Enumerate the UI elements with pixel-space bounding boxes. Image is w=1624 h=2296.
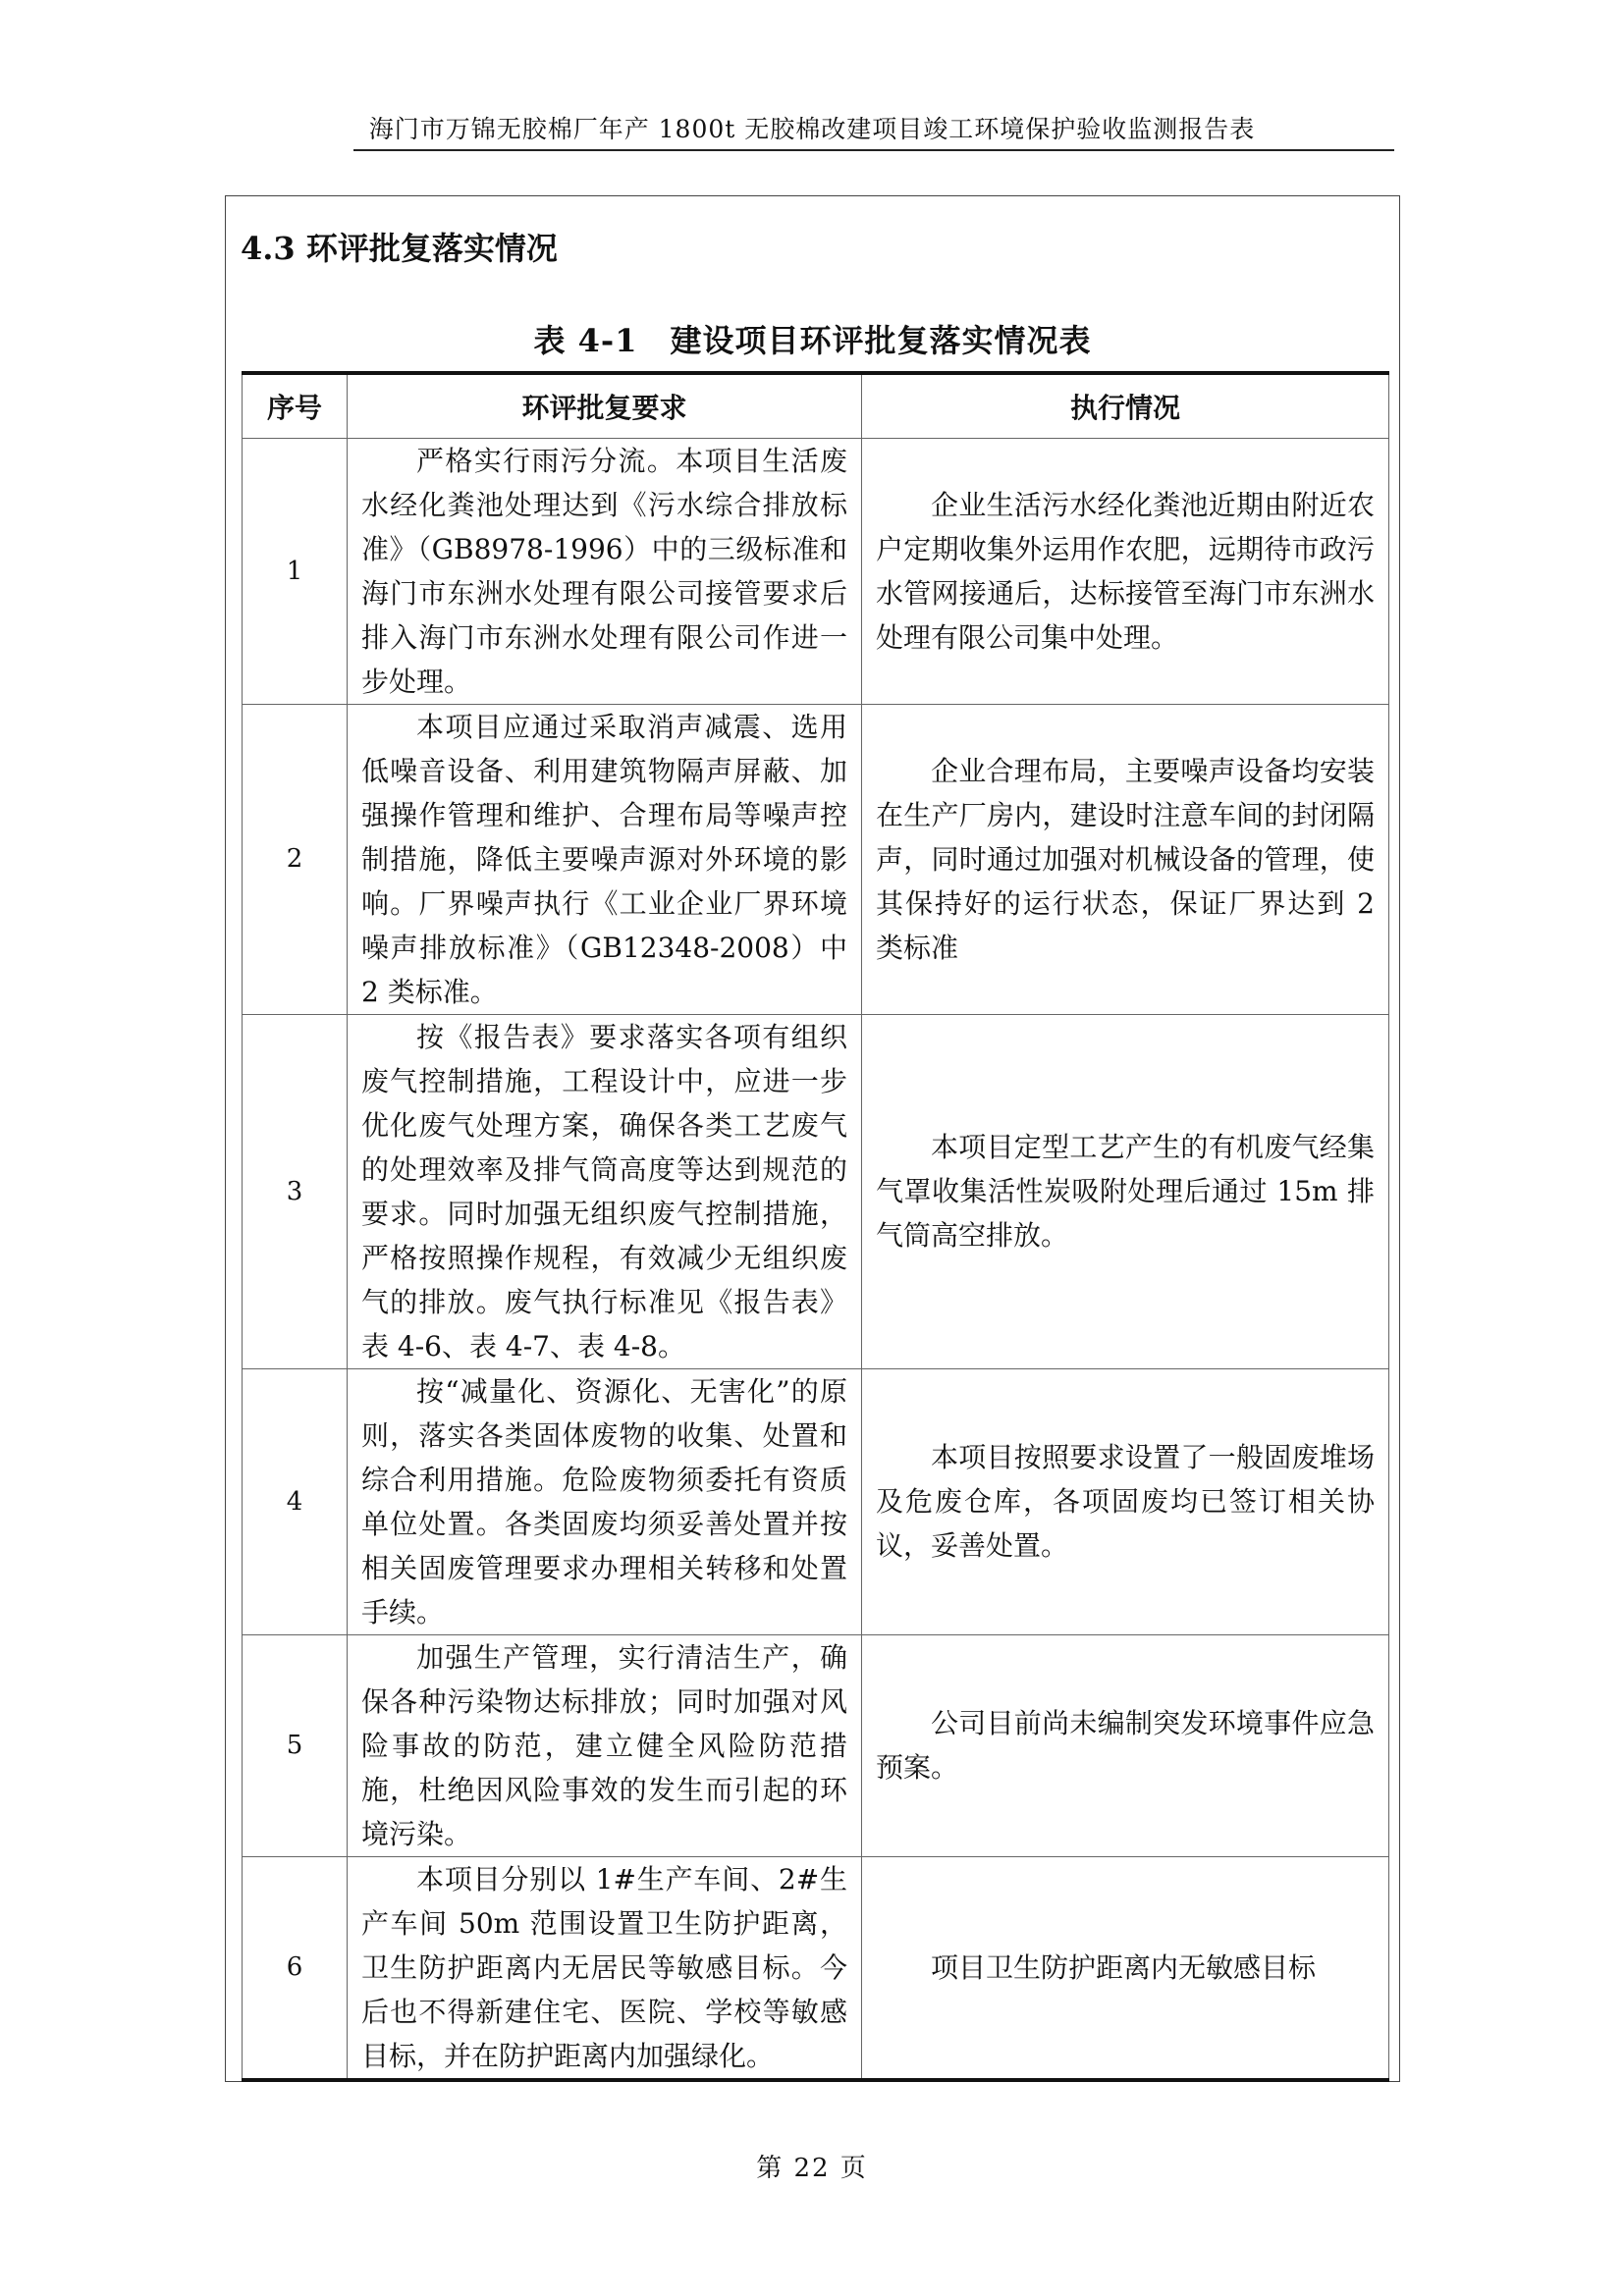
requirement-cell: 加强生产管理，实行清洁生产，确保各种污染物达标排放；同时加强对风险事故的防范，建立健全风险防范措施，杜绝因风险事效的发生而引起的环境污染。 [348, 1634, 862, 1856]
row-number: 3 [243, 1014, 348, 1368]
implementation-cell: 项目卫生防护距离内无敏感目标 [862, 1856, 1389, 2080]
approval-table [242, 371, 1389, 2082]
row-number: 1 [243, 438, 348, 704]
table-header-row [243, 373, 1389, 438]
row-number: 4 [243, 1368, 348, 1634]
section-title: 4.3 环评批复落实情况 [241, 230, 558, 267]
column-header-no: 序号 [243, 373, 348, 438]
implementation-cell: 公司目前尚未编制突发环境事件应急预案。 [862, 1634, 1389, 1856]
row-number: 5 [243, 1634, 348, 1856]
implementation-cell: 本项目按照要求设置了一般固废堆场及危废仓库，各项固废均已签订相关协议，妥善处置。 [862, 1368, 1389, 1634]
implementation-cell: 企业合理布局，主要噪声设备均安装在生产厂房内，建设时注意车间的封闭隔声，同时通过加强对机械设备的管理，使其保持好的运行状态，保证厂界达到 2 类标准 [862, 704, 1389, 1014]
header-rule [353, 149, 1394, 151]
requirement-cell: 严格实行雨污分流。本项目生活废水经化粪池处理达到《污水综合排放标准》（GB8978-1996）中的三级标准和海门市东洲水处理有限公司接管要求后排入海门市东洲水处理有限公司作进一步处理。 [348, 438, 862, 704]
row-number: 2 [243, 704, 348, 1014]
table-row [243, 1368, 1389, 1634]
table-row [243, 438, 1389, 704]
running-header: 海门市万锦无胶棉厂年产 1800t 无胶棉改建项目竣工环境保护验收监测报告表 [368, 115, 1256, 143]
requirement-cell: 按《报告表》要求落实各项有组织废气控制措施，工程设计中，应进一步优化废气处理方案，确保各类工艺废气的处理效率及排气筒高度等达到规范的要求。同时加强无组织废气控制措施，严格按照操作规程，有效减少无组织废气的排放。废气执行标准见《报告表》表 4-6、表 4-7、表 4-8。 [348, 1014, 862, 1368]
page-number: 第 22 页 [756, 2154, 868, 2183]
table-row [243, 1856, 1389, 2080]
requirement-cell: 本项目分别以 1#生产车间、2#生产车间 50m 范围设置卫生防护距离，卫生防护距离内无居民等敏感目标。今后也不得新建住宅、医院、学校等敏感目标，并在防护距离内加强绿化。 [348, 1856, 862, 2080]
column-header-requirement: 环评批复要求 [348, 373, 862, 438]
table-row [243, 704, 1389, 1014]
column-header-implementation: 执行情况 [862, 373, 1389, 438]
table-row [243, 1634, 1389, 1856]
requirement-cell: 本项目应通过采取消声减震、选用低噪音设备、利用建筑物隔声屏蔽、加强操作管理和维护、合理布局等噪声控制措施，降低主要噪声源对外环境的影响。厂界噪声执行《工业企业厂界环境噪声排放标准》（GB12348-2008）中 2 类标准。 [348, 704, 862, 1014]
table-row [243, 1014, 1389, 1368]
implementation-cell: 企业生活污水经化粪池近期由附近农户定期收集外运用作农肥，远期待市政污水管网接通后，达标接管至海门市东洲水处理有限公司集中处理。 [862, 438, 1389, 704]
implementation-cell: 本项目定型工艺产生的有机废气经集气罩收集活性炭吸附处理后通过 15m 排气筒高空排放。 [862, 1014, 1389, 1368]
row-number: 6 [243, 1856, 348, 2080]
table-caption: 表 4-1 建设项目环评批复落实情况表 [533, 322, 1092, 359]
requirement-cell: 按“减量化、资源化、无害化”的原则，落实各类固体废物的收集、处置和综合利用措施。危险废物须委托有资质单位处置。各类固废均须妥善处置并按相关固废管理要求办理相关转移和处置手续。 [348, 1368, 862, 1634]
